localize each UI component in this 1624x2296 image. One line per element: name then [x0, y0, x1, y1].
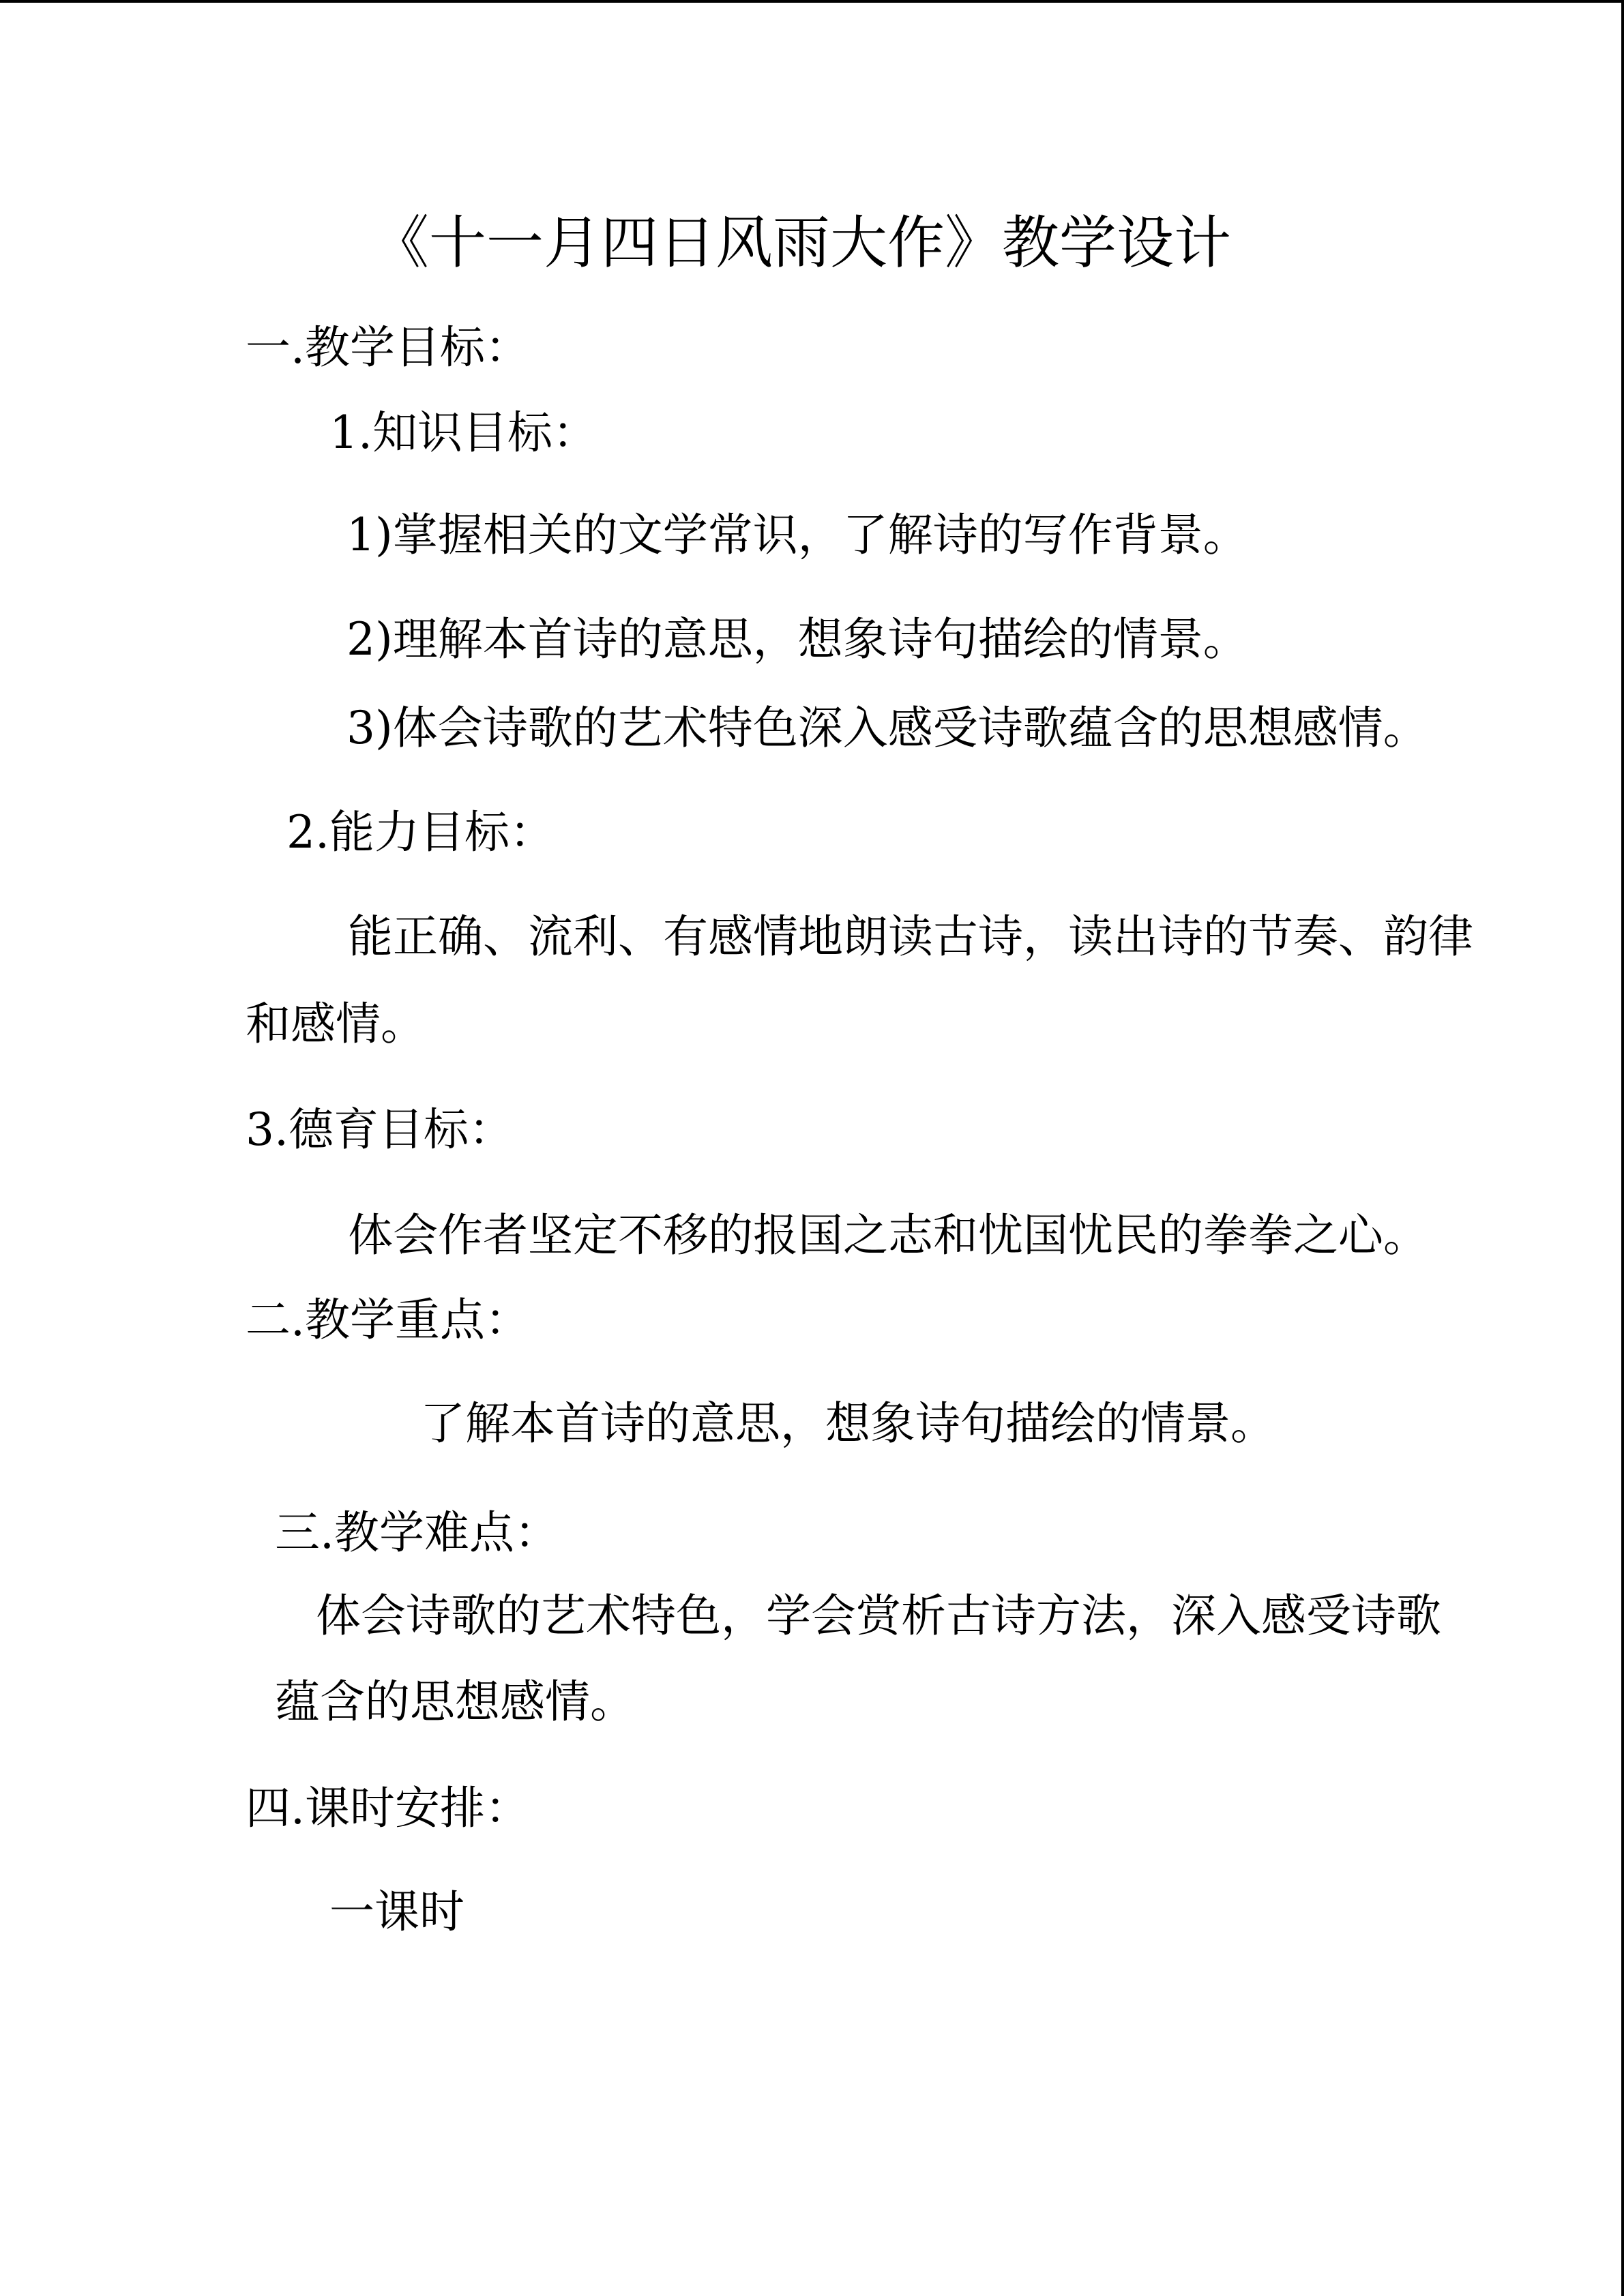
moral-goal-text: 体会作者坚定不移的报国之志和忧国忧民的拳拳之心。 [348, 1209, 1428, 1262]
subheading-knowledge-goals: 1.知识目标： [329, 406, 597, 459]
knowledge-goal-item-1: 1)掌握相关的文学常识，了解诗的写作背景。 [346, 509, 1248, 561]
section-heading-teaching-goals: 一.教学目标： [246, 321, 530, 374]
subheading-ability-goals: 2.能力目标： [286, 806, 555, 859]
section-heading-schedule: 四.课时安排： [246, 1782, 530, 1834]
subheading-moral-goals: 3.德育目标： [246, 1103, 514, 1156]
key-points-text: 了解本首诗的意思，想象诗句描绘的情景。 [420, 1397, 1275, 1450]
ability-goal-text-line-2: 和感情。 [246, 998, 426, 1050]
section-heading-difficulties: 三.教学难点： [275, 1506, 559, 1559]
difficulties-text-line-1: 体会诗歌的艺术特色，学会赏析古诗方法，深入感受诗歌 [316, 1590, 1441, 1642]
page-right-border [1621, 0, 1624, 2296]
difficulties-text-line-2: 蕴含的思想感情。 [275, 1675, 635, 1728]
section-heading-key-points: 二.教学重点： [246, 1294, 530, 1346]
page-title: 《十一月四日风雨大作》教学设计 [372, 209, 1232, 276]
page-top-border [0, 0, 1624, 3]
schedule-text: 一课时 [329, 1885, 464, 1938]
knowledge-goal-item-2: 2)理解本首诗的意思，想象诗句描绘的情景。 [346, 613, 1248, 666]
ability-goal-text-line-1: 能正确、流利、有感情地朗读古诗，读出诗的节奏、韵律 [348, 910, 1473, 963]
knowledge-goal-item-3: 3)体会诗歌的艺术特色深入感受诗歌蕴含的思想感情。 [346, 702, 1428, 754]
